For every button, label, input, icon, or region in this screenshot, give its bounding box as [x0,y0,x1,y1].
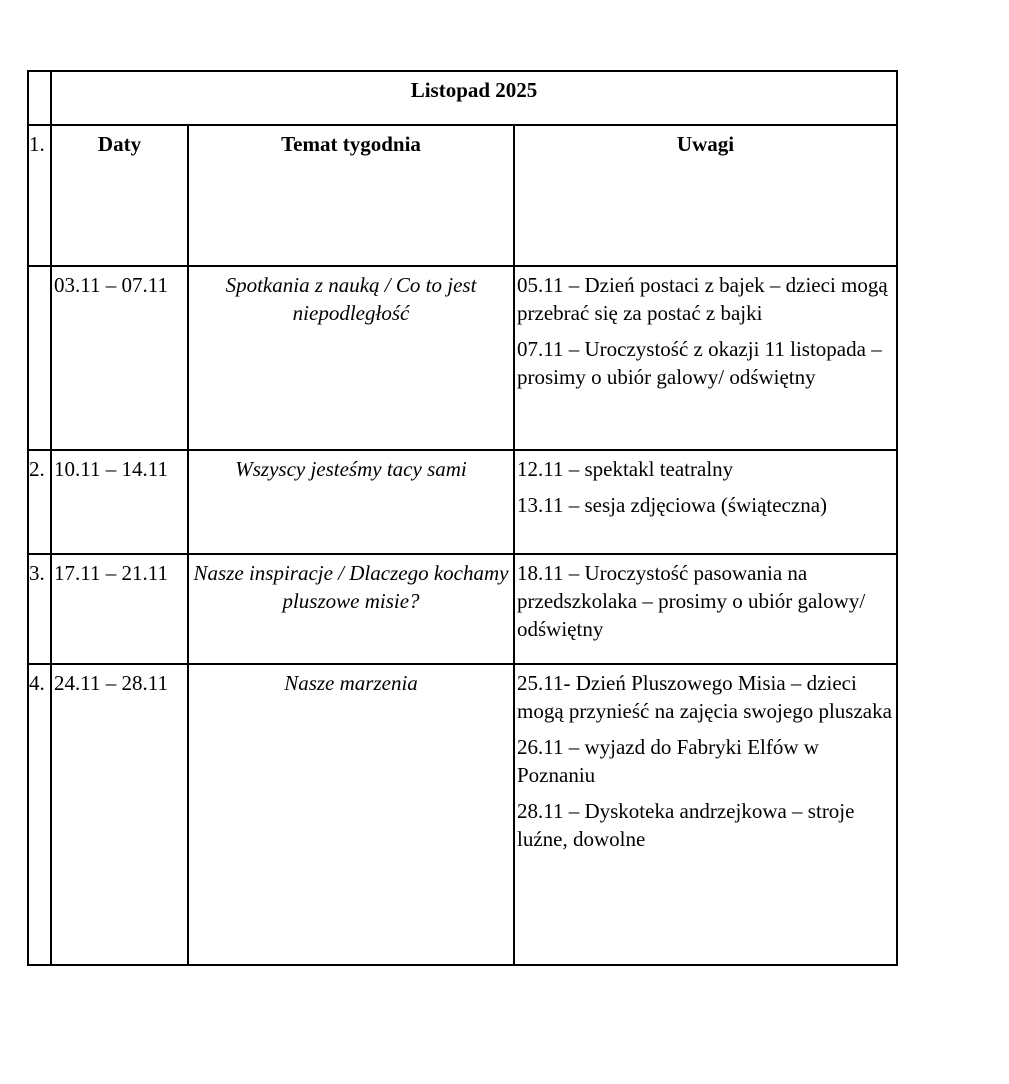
table-title: Listopad 2025 [51,71,897,125]
table-row [28,266,897,450]
row-notes [514,450,897,554]
row-dates: 03.11 – 07.11 [51,266,188,450]
row-theme: Nasze marzenia [188,664,514,965]
note-item: 05.11 – Dzień postaci z bajek – dzieci mogą przebrać się za postać z bajki [517,273,888,325]
row-theme: Nasze inspiracje / Dlaczego kochamy pluszowe misie? [188,554,514,664]
title-empty-cell [28,71,51,125]
note-item: 18.11 – Uroczystość pasowania na przedszkolaka – prosimy o ubiór galowy/ odświętny [517,561,866,641]
header-row [28,125,897,266]
row-dates: 17.11 – 21.11 [51,554,188,664]
note-item: 12.11 – spektakl teatralny [517,457,734,481]
table-row [28,554,897,664]
table-row [28,664,897,965]
header-theme: Temat tygodnia [188,125,514,266]
table-row [28,450,897,554]
row-dates: 24.11 – 28.11 [51,664,188,965]
header-number: 1. [28,125,51,266]
row-notes [514,554,897,664]
note-item: 07.11 – Uroczystość z okazji 11 listopada – prosimy o ubiór galowy/ odświętny [517,337,882,389]
header-dates: Daty [51,125,188,266]
row-notes [514,266,897,450]
row-number: 2. [28,450,51,554]
note-item: 26.11 – wyjazd do Fabryki Elfów w Poznaniu [517,735,819,787]
row-dates: 10.11 – 14.11 [51,450,188,554]
note-item: 28.11 – Dyskoteka andrzejkowa – stroje luźne, dowolne [517,799,855,851]
row-theme: Spotkania z nauką / Co to jest niepodległość [188,266,514,450]
note-item: 25.11- Dzień Pluszowego Misia – dzieci mogą przynieść na zajęcia swojego pluszaka [517,671,892,723]
monthly-plan-table [27,70,898,966]
row-theme: Wszyscy jesteśmy tacy sami [188,450,514,554]
row-notes [514,664,897,965]
note-item: 13.11 – sesja zdjęciowa (świąteczna) [517,493,828,517]
row-number: 4. [28,664,51,965]
row-number [28,266,51,450]
header-notes: Uwagi [514,125,897,266]
title-row [28,71,897,125]
row-number: 3. [28,554,51,664]
